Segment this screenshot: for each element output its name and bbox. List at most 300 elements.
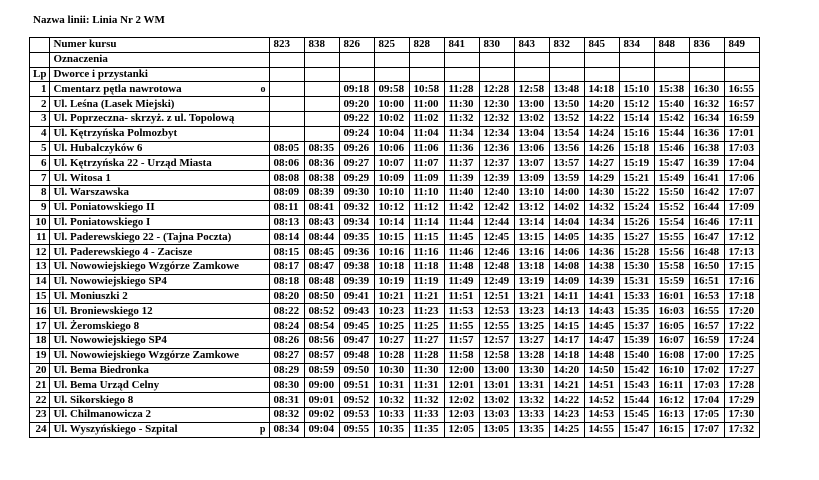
course-number-823: 823 bbox=[270, 38, 305, 53]
departure-time: 15:43 bbox=[620, 378, 655, 393]
departure-time: 13:32 bbox=[515, 393, 550, 408]
departure-time: 13:15 bbox=[515, 230, 550, 245]
course-number-row bbox=[30, 38, 760, 53]
departure-time: 09:48 bbox=[340, 348, 375, 363]
marking-cell bbox=[270, 52, 305, 67]
departure-time: 10:16 bbox=[375, 245, 410, 260]
departure-time: 08:35 bbox=[305, 141, 340, 156]
departure-time: 09:51 bbox=[340, 378, 375, 393]
departure-time: 10:33 bbox=[375, 407, 410, 422]
stop-name: Ul. Poprzeczna- skrzyż. z ul. Topolową bbox=[53, 112, 235, 125]
departure-time: 15:59 bbox=[655, 274, 690, 289]
departure-time: 11:33 bbox=[410, 407, 445, 422]
departure-time: 14:20 bbox=[585, 97, 620, 112]
row-number: 14 bbox=[30, 274, 50, 289]
departure-time: 16:32 bbox=[690, 97, 725, 112]
stops-header-cell bbox=[585, 67, 620, 82]
departure-time: 11:09 bbox=[410, 171, 445, 186]
departure-time: 14:15 bbox=[550, 319, 585, 334]
departure-time: 14:24 bbox=[585, 126, 620, 141]
departure-time: 17:05 bbox=[690, 407, 725, 422]
departure-time: 08:11 bbox=[270, 200, 305, 215]
departure-time: 08:09 bbox=[270, 185, 305, 200]
stop-name-cell bbox=[50, 185, 270, 200]
table-row bbox=[30, 141, 760, 156]
departure-time: 14:00 bbox=[550, 185, 585, 200]
departure-time: 08:43 bbox=[305, 215, 340, 230]
departure-time: 16:01 bbox=[655, 289, 690, 304]
stop-name-cell bbox=[50, 348, 270, 363]
table-row bbox=[30, 319, 760, 334]
stop-name-cell bbox=[50, 422, 270, 437]
stops-header-cell bbox=[655, 67, 690, 82]
departure-time: 10:02 bbox=[375, 111, 410, 126]
departure-time: 15:18 bbox=[620, 141, 655, 156]
departure-time: 09:22 bbox=[340, 111, 375, 126]
departure-time: 13:21 bbox=[515, 289, 550, 304]
table-row bbox=[30, 422, 760, 437]
departure-time: 12:45 bbox=[480, 230, 515, 245]
departure-time: 16:10 bbox=[655, 363, 690, 378]
departure-time bbox=[305, 111, 340, 126]
departure-time: 12:53 bbox=[480, 304, 515, 319]
stop-name: Cmentarz pętla nawrotowa bbox=[53, 82, 182, 95]
departure-time: 17:24 bbox=[725, 333, 760, 348]
row-number: 19 bbox=[30, 348, 50, 363]
departure-time: 14:26 bbox=[585, 141, 620, 156]
departure-time: 14:53 bbox=[585, 407, 620, 422]
table-row bbox=[30, 363, 760, 378]
course-number-836: 836 bbox=[690, 38, 725, 53]
stops-header-cell bbox=[410, 67, 445, 82]
departure-time: 16:08 bbox=[655, 348, 690, 363]
course-number-841: 841 bbox=[445, 38, 480, 53]
table-row bbox=[30, 215, 760, 230]
stop-name-cell bbox=[50, 97, 270, 112]
departure-time: 09:58 bbox=[375, 82, 410, 97]
departure-time: 12:32 bbox=[480, 111, 515, 126]
departure-time: 16:46 bbox=[690, 215, 725, 230]
departure-time: 16:41 bbox=[690, 171, 725, 186]
departure-time: 11:28 bbox=[410, 348, 445, 363]
departure-time: 13:05 bbox=[480, 422, 515, 437]
departure-time: 11:32 bbox=[410, 393, 445, 408]
marking-cell bbox=[690, 52, 725, 67]
departure-time: 08:30 bbox=[270, 378, 305, 393]
departure-time: 12:36 bbox=[480, 141, 515, 156]
stops-header-cell bbox=[725, 67, 760, 82]
table-row bbox=[30, 82, 760, 97]
table-row bbox=[30, 97, 760, 112]
departure-time: 15:50 bbox=[655, 185, 690, 200]
departure-time: 12:58 bbox=[515, 82, 550, 97]
marking-cell bbox=[515, 52, 550, 67]
departure-time: 12:42 bbox=[480, 200, 515, 215]
stop-name: Ul. Sikorskiego 8 bbox=[53, 393, 134, 406]
departure-time: 15:19 bbox=[620, 156, 655, 171]
stop-name-cell bbox=[50, 82, 270, 97]
departure-time: 15:26 bbox=[620, 215, 655, 230]
departure-time: 16:05 bbox=[655, 319, 690, 334]
departure-time: 17:13 bbox=[725, 245, 760, 260]
departure-time: 15:49 bbox=[655, 171, 690, 186]
departure-time: 15:37 bbox=[620, 319, 655, 334]
departure-time: 08:50 bbox=[305, 289, 340, 304]
row-number: 5 bbox=[30, 141, 50, 156]
departure-time bbox=[270, 97, 305, 112]
row-number: 17 bbox=[30, 319, 50, 334]
departure-time: 13:48 bbox=[550, 82, 585, 97]
departure-time: 08:22 bbox=[270, 304, 305, 319]
table-row bbox=[30, 407, 760, 422]
departure-time: 17:00 bbox=[690, 348, 725, 363]
departure-time: 15:14 bbox=[620, 111, 655, 126]
departure-time: 10:35 bbox=[375, 422, 410, 437]
departure-time: 14:45 bbox=[585, 319, 620, 334]
departure-time: 14:08 bbox=[550, 259, 585, 274]
departure-time: 16:55 bbox=[690, 304, 725, 319]
marking-row bbox=[30, 52, 760, 67]
course-number-832: 832 bbox=[550, 38, 585, 53]
stop-name: Ul. Leśna (Lasek Miejski) bbox=[53, 97, 175, 110]
departure-time: 14:43 bbox=[585, 304, 620, 319]
marking-cell bbox=[410, 52, 445, 67]
departure-time: 13:35 bbox=[515, 422, 550, 437]
departure-time: 16:03 bbox=[655, 304, 690, 319]
marking-cell bbox=[655, 52, 690, 67]
departure-time: 15:47 bbox=[620, 422, 655, 437]
departure-time: 10:12 bbox=[375, 200, 410, 215]
course-number-838: 838 bbox=[305, 38, 340, 53]
stop-name: Ul. Poniatowskiego I bbox=[53, 215, 151, 228]
departure-time: 14:02 bbox=[550, 200, 585, 215]
departure-time: 09:01 bbox=[305, 393, 340, 408]
departure-time: 11:37 bbox=[445, 156, 480, 171]
departure-time: 11:48 bbox=[445, 259, 480, 274]
departure-time: 09:35 bbox=[340, 230, 375, 245]
table-row bbox=[30, 348, 760, 363]
departure-time: 08:18 bbox=[270, 274, 305, 289]
timetable bbox=[29, 37, 760, 438]
departure-time: 14:39 bbox=[585, 274, 620, 289]
departure-time: 17:29 bbox=[725, 393, 760, 408]
stop-name: Ul. Paderewskiego 22 - (Tajna Poczta) bbox=[53, 230, 232, 243]
departure-time: 08:45 bbox=[305, 245, 340, 260]
departure-time: 16:30 bbox=[690, 82, 725, 97]
departure-time: 08:48 bbox=[305, 274, 340, 289]
departure-time: 15:22 bbox=[620, 185, 655, 200]
departure-time: 15:21 bbox=[620, 171, 655, 186]
departure-time: 10:58 bbox=[410, 82, 445, 97]
departure-time: 13:02 bbox=[480, 393, 515, 408]
departure-time: 14:35 bbox=[585, 230, 620, 245]
departure-time: 11:58 bbox=[445, 348, 480, 363]
departure-time: 12:00 bbox=[445, 363, 480, 378]
departure-time: 13:54 bbox=[550, 126, 585, 141]
departure-time: 09:26 bbox=[340, 141, 375, 156]
stop-name: Ul. Kętrzyńska Polmozbyt bbox=[53, 127, 178, 140]
departure-time: 16:44 bbox=[690, 200, 725, 215]
departure-time: 17:07 bbox=[725, 185, 760, 200]
departure-time: 09:41 bbox=[340, 289, 375, 304]
departure-time: 08:54 bbox=[305, 319, 340, 334]
departure-time: 08:57 bbox=[305, 348, 340, 363]
stop-name: Ul. Nowowiejskiego SP4 bbox=[53, 334, 167, 347]
departure-time: 13:52 bbox=[550, 111, 585, 126]
stops-header: Dworce i przystanki bbox=[50, 67, 270, 82]
table-row bbox=[30, 289, 760, 304]
table-row bbox=[30, 230, 760, 245]
departure-time: 09:38 bbox=[340, 259, 375, 274]
departure-time: 15:31 bbox=[620, 274, 655, 289]
departure-time: 12:57 bbox=[480, 333, 515, 348]
table-row bbox=[30, 111, 760, 126]
departure-time: 14:04 bbox=[550, 215, 585, 230]
departure-time: 12:46 bbox=[480, 245, 515, 260]
departure-time: 16:15 bbox=[655, 422, 690, 437]
row-number: 8 bbox=[30, 185, 50, 200]
table-row bbox=[30, 126, 760, 141]
departure-time: 11:34 bbox=[445, 126, 480, 141]
departure-time: 09:04 bbox=[305, 422, 340, 437]
departure-time: 14:32 bbox=[585, 200, 620, 215]
course-number-848: 848 bbox=[655, 38, 690, 53]
departure-time: 13:27 bbox=[515, 333, 550, 348]
stop-marker: p bbox=[259, 424, 266, 436]
departure-time: 16:11 bbox=[655, 378, 690, 393]
departure-time: 12:30 bbox=[480, 97, 515, 112]
departure-time: 12:40 bbox=[480, 185, 515, 200]
stop-name: Ul. Hubalczyków 6 bbox=[53, 141, 143, 154]
departure-time: 15:28 bbox=[620, 245, 655, 260]
departure-time: 08:52 bbox=[305, 304, 340, 319]
departure-time: 11:28 bbox=[445, 82, 480, 97]
departure-time: 14:25 bbox=[550, 422, 585, 437]
stop-name: Ul. Nowowiejskiego Wzgórze Zamkowe bbox=[53, 349, 240, 362]
table-row bbox=[30, 304, 760, 319]
marking-cell bbox=[585, 52, 620, 67]
departure-time: 13:14 bbox=[515, 215, 550, 230]
departure-time: 16:51 bbox=[690, 274, 725, 289]
departure-time: 10:21 bbox=[375, 289, 410, 304]
departure-time: 17:22 bbox=[725, 319, 760, 334]
departure-time: 11:44 bbox=[445, 215, 480, 230]
departure-time: 17:01 bbox=[725, 126, 760, 141]
stop-name-cell bbox=[50, 274, 270, 289]
departure-time: 11:18 bbox=[410, 259, 445, 274]
departure-time: 08:20 bbox=[270, 289, 305, 304]
departure-time: 09:34 bbox=[340, 215, 375, 230]
row-number: 7 bbox=[30, 171, 50, 186]
stop-name-cell bbox=[50, 215, 270, 230]
departure-time: 09:47 bbox=[340, 333, 375, 348]
departure-time: 14:55 bbox=[585, 422, 620, 437]
departure-time: 14:20 bbox=[550, 363, 585, 378]
departure-time: 17:27 bbox=[725, 363, 760, 378]
stop-name-cell bbox=[50, 245, 270, 260]
departure-time: 09:36 bbox=[340, 245, 375, 260]
row-number: 2 bbox=[30, 97, 50, 112]
table-row bbox=[30, 200, 760, 215]
departure-time: 15:47 bbox=[655, 156, 690, 171]
stop-name-cell bbox=[50, 304, 270, 319]
departure-time: 13:19 bbox=[515, 274, 550, 289]
row-number: 18 bbox=[30, 333, 50, 348]
row-number: 1 bbox=[30, 82, 50, 97]
departure-time: 11:51 bbox=[445, 289, 480, 304]
departure-time: 16:59 bbox=[690, 333, 725, 348]
departure-time: 17:18 bbox=[725, 289, 760, 304]
departure-time: 10:19 bbox=[375, 274, 410, 289]
stop-name-cell bbox=[50, 141, 270, 156]
departure-time: 15:44 bbox=[620, 393, 655, 408]
departure-time: 12:51 bbox=[480, 289, 515, 304]
departure-time: 08:38 bbox=[305, 171, 340, 186]
stops-header-cell bbox=[270, 67, 305, 82]
departure-time: 14:09 bbox=[550, 274, 585, 289]
departure-time bbox=[270, 82, 305, 97]
departure-time: 09:27 bbox=[340, 156, 375, 171]
departure-time: 13:31 bbox=[515, 378, 550, 393]
departure-time: 08:59 bbox=[305, 363, 340, 378]
departure-time: 14:50 bbox=[585, 363, 620, 378]
course-number-825: 825 bbox=[375, 38, 410, 53]
course-number-828: 828 bbox=[410, 38, 445, 53]
departure-time: 14:22 bbox=[585, 111, 620, 126]
departure-time: 14:29 bbox=[585, 171, 620, 186]
departure-time: 15:27 bbox=[620, 230, 655, 245]
departure-time: 16:42 bbox=[690, 185, 725, 200]
departure-time bbox=[270, 111, 305, 126]
departure-time: 13:56 bbox=[550, 141, 585, 156]
departure-time: 15:44 bbox=[655, 126, 690, 141]
departure-time: 17:03 bbox=[690, 378, 725, 393]
departure-time: 16:59 bbox=[725, 111, 760, 126]
departure-time: 15:39 bbox=[620, 333, 655, 348]
departure-time: 11:04 bbox=[410, 126, 445, 141]
departure-time: 10:14 bbox=[375, 215, 410, 230]
departure-time: 13:00 bbox=[515, 97, 550, 112]
departure-time: 09:32 bbox=[340, 200, 375, 215]
row-number: 4 bbox=[30, 126, 50, 141]
departure-time: 15:54 bbox=[655, 215, 690, 230]
marking-cell bbox=[340, 52, 375, 67]
departure-time: 11:00 bbox=[410, 97, 445, 112]
stop-name: Ul. Kętrzyńska 22 - Urząd Miasta bbox=[53, 156, 212, 169]
departure-time: 16:13 bbox=[655, 407, 690, 422]
departure-time: 15:35 bbox=[620, 304, 655, 319]
stop-name: Ul. Żeromskiego 8 bbox=[53, 319, 140, 332]
table-row bbox=[30, 393, 760, 408]
row-number: 24 bbox=[30, 422, 50, 437]
page-title: Nazwa linii: Linia Nr 2 WM bbox=[33, 14, 165, 26]
departure-time: 08:44 bbox=[305, 230, 340, 245]
departure-time: 11:36 bbox=[445, 141, 480, 156]
departure-time: 11:10 bbox=[410, 185, 445, 200]
stop-name-cell bbox=[50, 289, 270, 304]
departure-time: 11:32 bbox=[445, 111, 480, 126]
departure-time: 11:25 bbox=[410, 319, 445, 334]
departure-time: 09:50 bbox=[340, 363, 375, 378]
departure-time: 16:53 bbox=[690, 289, 725, 304]
departure-time: 15:42 bbox=[655, 111, 690, 126]
departure-time: 13:02 bbox=[515, 111, 550, 126]
stop-name-cell bbox=[50, 363, 270, 378]
stop-name: Ul. Broniewskiego 12 bbox=[53, 304, 153, 317]
marking-cell bbox=[550, 52, 585, 67]
departure-time: 10:27 bbox=[375, 333, 410, 348]
departure-time: 11:02 bbox=[410, 111, 445, 126]
departure-time: 11:57 bbox=[445, 333, 480, 348]
departure-time: 13:18 bbox=[515, 259, 550, 274]
departure-time: 16:55 bbox=[725, 82, 760, 97]
departure-time: 09:52 bbox=[340, 393, 375, 408]
departure-time: 10:04 bbox=[375, 126, 410, 141]
departure-time: 13:50 bbox=[550, 97, 585, 112]
stops-header-cell bbox=[480, 67, 515, 82]
departure-time: 10:00 bbox=[375, 97, 410, 112]
marking-cell bbox=[480, 52, 515, 67]
stop-name-cell bbox=[50, 259, 270, 274]
stop-marker: o bbox=[260, 83, 266, 95]
departure-time: 11:53 bbox=[445, 304, 480, 319]
stops-header-cell bbox=[445, 67, 480, 82]
marking-cell bbox=[375, 52, 410, 67]
departure-time: 11:14 bbox=[410, 215, 445, 230]
departure-time: 12:28 bbox=[480, 82, 515, 97]
departure-time: 16:47 bbox=[690, 230, 725, 245]
departure-time: 08:31 bbox=[270, 393, 305, 408]
departure-time: 10:31 bbox=[375, 378, 410, 393]
stop-name-cell bbox=[50, 126, 270, 141]
course-number-843: 843 bbox=[515, 38, 550, 53]
departure-time: 16:12 bbox=[655, 393, 690, 408]
table-row bbox=[30, 274, 760, 289]
departure-time bbox=[305, 126, 340, 141]
departure-time: 08:26 bbox=[270, 333, 305, 348]
departure-time: 11:19 bbox=[410, 274, 445, 289]
departure-time: 11:07 bbox=[410, 156, 445, 171]
departure-time: 08:39 bbox=[305, 185, 340, 200]
row-number: 11 bbox=[30, 230, 50, 245]
departure-time: 15:40 bbox=[620, 348, 655, 363]
departure-time: 15:24 bbox=[620, 200, 655, 215]
departure-time: 08:14 bbox=[270, 230, 305, 245]
departure-time: 13:16 bbox=[515, 245, 550, 260]
departure-time: 17:02 bbox=[690, 363, 725, 378]
departure-time: 10:10 bbox=[375, 185, 410, 200]
departure-time: 16:07 bbox=[655, 333, 690, 348]
departure-time: 10:28 bbox=[375, 348, 410, 363]
departure-time: 08:34 bbox=[270, 422, 305, 437]
departure-time: 11:23 bbox=[410, 304, 445, 319]
departure-time: 08:47 bbox=[305, 259, 340, 274]
stop-name-cell bbox=[50, 200, 270, 215]
departure-time: 09:18 bbox=[340, 82, 375, 97]
departure-time: 08:08 bbox=[270, 171, 305, 186]
departure-time: 11:46 bbox=[445, 245, 480, 260]
departure-time: 15:30 bbox=[620, 259, 655, 274]
departure-time: 10:15 bbox=[375, 230, 410, 245]
table-row bbox=[30, 378, 760, 393]
departure-time: 09:24 bbox=[340, 126, 375, 141]
departure-time: 09:20 bbox=[340, 97, 375, 112]
course-number-834: 834 bbox=[620, 38, 655, 53]
stop-name: Ul. Bema Urząd Celny bbox=[53, 378, 160, 391]
departure-time: 14:05 bbox=[550, 230, 585, 245]
departure-time: 08:15 bbox=[270, 245, 305, 260]
departure-time: 14:38 bbox=[585, 259, 620, 274]
